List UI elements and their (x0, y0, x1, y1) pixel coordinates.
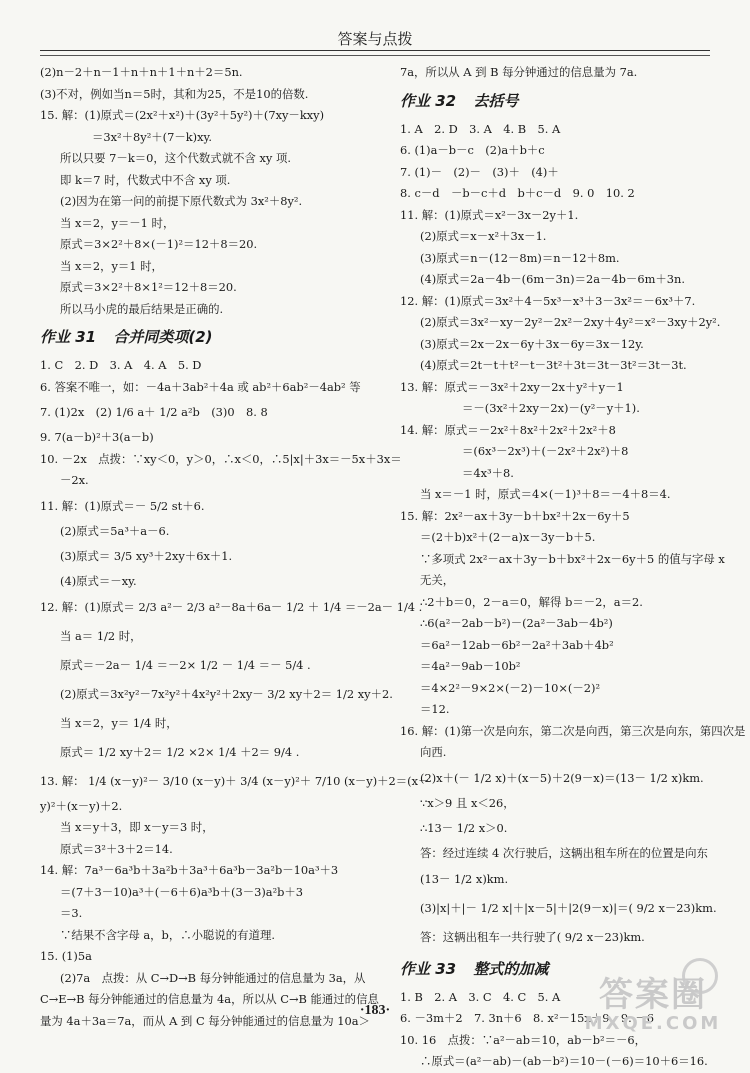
text-line: C→E→B 每分钟能通过的信息量为 4a，所以从 C→B 能通过的信息 (40, 992, 379, 1006)
text-line: (3)|x|＋|－ 1/2 x|＋|x－5|＋|2(9－x)|＝( 9/2 x－23)km. (420, 900, 717, 915)
text-line: 9. 7(a－b)²＋3(a－b) (40, 430, 154, 444)
text-line: 12. 解：(1)原式＝ 2/3 a²－ 2/3 a²－8a＋6a－ 1/2 ＋ 1/4 ＝－2a－ 1/4 . (40, 599, 423, 614)
text-line: 14. 解：原式＝－2x²＋8x²＋2x²＋2x²＋8 (400, 422, 616, 437)
text-line: ∵x＞9 且 x＜26， (420, 795, 515, 810)
text-line: 原式＝－2a－ 1/4 ＝－2× 1/2 － 1/4 ＝－ 5/4 . (60, 657, 311, 672)
text-line: (4)原式＝－xy. (60, 574, 137, 588)
left-column (40, 62, 430, 1032)
text-line: 当 x＝2，y＝1 时， (60, 258, 163, 273)
section-title: 去括号 (473, 91, 519, 110)
text-line: 1. A 2. D 3. A 4. B 5. A (400, 121, 561, 136)
text-line: 量为 4a＋3a＝7a，而从 A 到 C 每分钟能通过的信息量为 10a＞ (40, 1013, 370, 1028)
section-label: 作业 (400, 91, 431, 110)
text-line: ＝3x²＋8y²＋(7－k)xy. (92, 129, 213, 144)
text-line: (2)因为在第一问的前提下原代数式为 3x²＋8y². (60, 194, 303, 208)
text-line: 当 x＝2，y＝ 1/4 时， (60, 715, 178, 730)
text-line: (2)原式＝5a³＋a－6. (60, 523, 170, 538)
text-line: (3)不对，例如当n＝5时，其和为25，不是10的倍数. (40, 86, 309, 101)
text-line: 所以只要 7－k＝0，这个代数式就不含 xy 项. (60, 151, 291, 165)
text-line: 原式＝3×2²＋8×1²＝12＋8＝20. (60, 280, 237, 294)
text-line: 15. 解：2x²－ax＋3y－b＋bx²＋2x－6y＋5 (400, 508, 630, 523)
text-line: ＝4a²－9ab－10b² (420, 659, 521, 673)
text-line: 7. (1)－ (2)－ (3)＋ (4)＋ (400, 164, 559, 179)
text-line: (2)7a 点拨：从 C→D→B 每分钟能通过的信息量为 3a，从 (60, 970, 366, 985)
text-line: y)²＋(x－y)＋2. (40, 798, 123, 813)
text-line: 当 x＝2，y＝－1 时， (60, 215, 175, 230)
text-line: ＝3. (60, 906, 83, 920)
text-line: －2x. (60, 473, 89, 487)
section-number: 32 (435, 91, 457, 110)
text-line: 6. (1)a－b－c (2)a＋b＋c (400, 143, 545, 157)
watermark-url: MXQE.COM (584, 1013, 722, 1034)
text-line: (3)原式＝ 3/5 xy³＋2xy＋6x＋1. (60, 549, 233, 563)
text-line: ＝4×2²－9×2×(－2)－10×(－2)² (420, 680, 601, 695)
text-line: ＝(7＋3－10)a³＋(－6＋6)a³b＋(3－3)a²b＋3 (60, 884, 304, 899)
text-line: 答：经过连续 4 次行驶后，这辆出租车所在的位置是向东 (420, 846, 708, 860)
text-line: 原式＝3²＋3＋2＝14. (60, 841, 173, 856)
text-line: 10. －2x 点拨：∵xy＜0，y＞0，∴x＜0，∴5|x|＋3x＝－5x＋3x＝ (40, 451, 402, 466)
section-label: 作业 (40, 328, 71, 346)
text-line: 当 a＝ 1/2 时， (60, 628, 142, 643)
text-line: 所以马小虎的最后结果是正确的. (60, 301, 224, 316)
text-line: 1. C 2. D 3. A 4. A 5. D (40, 358, 202, 372)
text-line: 16. 解：(1)第一次是向东，第二次是向西，第三次是向东，第四次是 (400, 723, 746, 738)
text-line: ∵多项式 2x²－ax＋3y－b＋bx²＋2x－6y＋5 的值与字母 x (420, 551, 725, 566)
text-line: ＝4x³＋8. (462, 465, 514, 480)
text-line: 当 x＝y＋3，即 x－y＝3 时， (60, 820, 214, 834)
header-rule-thin (40, 55, 710, 56)
text-line: 6. 答案不唯一，如：－4a＋3ab²＋4a 或 ab²＋6ab²－4ab² 等 (40, 379, 361, 394)
text-line: 原式＝ 1/2 xy＋2＝ 1/2 ×2× 1/4 ＋2＝ 9/4 . (60, 744, 300, 759)
text-line: (2)原式＝3x²y²－7x²y²＋4x²y²＋2xy－ 3/2 xy＋2＝ 1/2 xy＋2. (60, 686, 393, 701)
text-line: 1. B 2. A 3. C 4. C 5. A (400, 989, 561, 1004)
text-line: 7. (1)2x (2) 1/6 a＋ 1/2 a²b (3)0 8. 8 (40, 405, 268, 419)
text-line: 11. 解：(1)原式＝－ 5/2 st＋6. (40, 498, 205, 513)
section-heading-31 (40, 322, 380, 353)
text-line: (4)原式＝2a－4b－(6m－3n)＝2a－4b－6m＋3n. (420, 272, 685, 286)
text-line: ∴13－ 1/2 x＞0. (420, 821, 508, 835)
text-line: ∴6(a²－2ab－b²)－(2a²－3ab－4b²) (420, 616, 613, 630)
text-line: (2)n－2＋n－1＋n＋n＋1＋n＋2＝5n. (40, 65, 243, 79)
text-line: 8. c－d －b－c＋d b＋c－d 9. 0 10. 2 (400, 186, 635, 200)
text-line: 当 x＝－1 时，原式＝4×(－1)³＋8＝－4＋8＝4. (420, 487, 671, 501)
text-line: 原式＝3×2²＋8×(－1)²＝12＋8＝20. (60, 237, 258, 251)
section-number: 31 (75, 328, 97, 346)
text-line: 无关， (420, 573, 455, 587)
text-line: (3)原式＝2x－2x－6y＋3x－6y＝3x－12y. (420, 336, 644, 351)
text-line: 12. 解：(1)原式＝3x²＋4－5x³－x³＋3－3x²＝－6x³＋7. (400, 293, 696, 308)
watermark (578, 977, 728, 1034)
text-line: ∴原式＝(a²－ab)－(ab－b²)＝10－(－6)＝10＋6＝16. (420, 1054, 708, 1068)
text-line: 7a，所以从 A 到 B 每分钟通过的信息量为 7a. (400, 65, 638, 79)
page-number: ·183· (359, 1003, 391, 1018)
text-line: 13. 解： 1/4 (x－y)²－ 3/10 (x－y)＋ 3/4 (x－y)²＋ 7/10 (x－y)＋2＝(x－ (40, 773, 430, 788)
section-number: 33 (435, 959, 457, 978)
text-line: ＝(6x³－2x³)＋(－2x²＋2x²)＋8 (462, 444, 629, 458)
watermark-text: 答案圈 (599, 975, 707, 1015)
header-rule (40, 50, 710, 51)
text-line: 14. 解：7a³－6a³b＋3a²b＋3a³＋6a³b－3a²b－10a³＋3 (40, 863, 339, 877)
text-line: (13－ 1/2 x)km. (420, 871, 509, 886)
text-line: 11. 解：(1)原式＝x²－3x－2y＋1. (400, 207, 579, 222)
text-line: ＝－(3x²＋2xy－2x)－(y²－y＋1). (462, 401, 640, 415)
text-line: 13. 解：原式＝－3x²＋2xy－2x＋y²＋y－1 (400, 379, 624, 394)
text-line: (2)原式＝3x²－xy－2y²－2x²－2xy＋4y²＝x²－3xy＋2y². (420, 315, 721, 329)
text-line: (3)原式＝n－(12－8m)＝n－12＋8m. (420, 250, 620, 265)
text-line: 答：这辆出租车一共行驶了( 9/2 x－23)km. (420, 929, 645, 944)
text-line: (4)原式＝2t－t＋t²－t－3t²＋3t＝3t－3t²＝3t－3t. (420, 358, 687, 372)
section-title: 合并同类项(2) (113, 328, 213, 346)
text-line: ＝6a²－12ab－6b²－2a²＋3ab＋4b² (420, 637, 614, 652)
text-line: ＝(2＋b)x²＋(2－a)x－3y－b＋5. (420, 530, 596, 544)
text-line: 6. －3m＋2 7. 3n＋6 8. x²－15x＋9 9. －6 (400, 1011, 654, 1025)
section-label: 作业 (400, 959, 431, 978)
text-line: 即 k＝7 时，代数式中不含 xy 项. (60, 172, 231, 187)
text-line: ∵结果不含字母 a，b，∴小聪说的有道理. (60, 927, 275, 942)
text-line: 15. 解：(1)原式＝(2x²＋x²)＋(3y²＋5y²)＋(7xy－kxy) (40, 108, 325, 122)
page-header: 答案与点拨 (337, 30, 413, 48)
text-line: 10. 16 点拨：∵a²－ab＝10，ab－b²＝－6， (400, 1032, 647, 1047)
text-line: (2)原式＝x－x²＋3x－1. (420, 229, 547, 243)
right-column (400, 62, 746, 1073)
text-line: ＝12. (420, 702, 450, 716)
text-line: (2)x＋(－ 1/2 x)＋(x－5)＋2(9－x)＝(13－ 1/2 x)km. (420, 770, 704, 785)
section-heading-32 (400, 86, 720, 117)
text-line: 15. (1)5a (40, 949, 92, 963)
section-title: 整式的加减 (473, 959, 549, 978)
text-line: 向西. (420, 745, 447, 759)
text-line: ∴2＋b＝0，2－a＝0，解得 b＝－2，a＝2. (420, 594, 643, 609)
